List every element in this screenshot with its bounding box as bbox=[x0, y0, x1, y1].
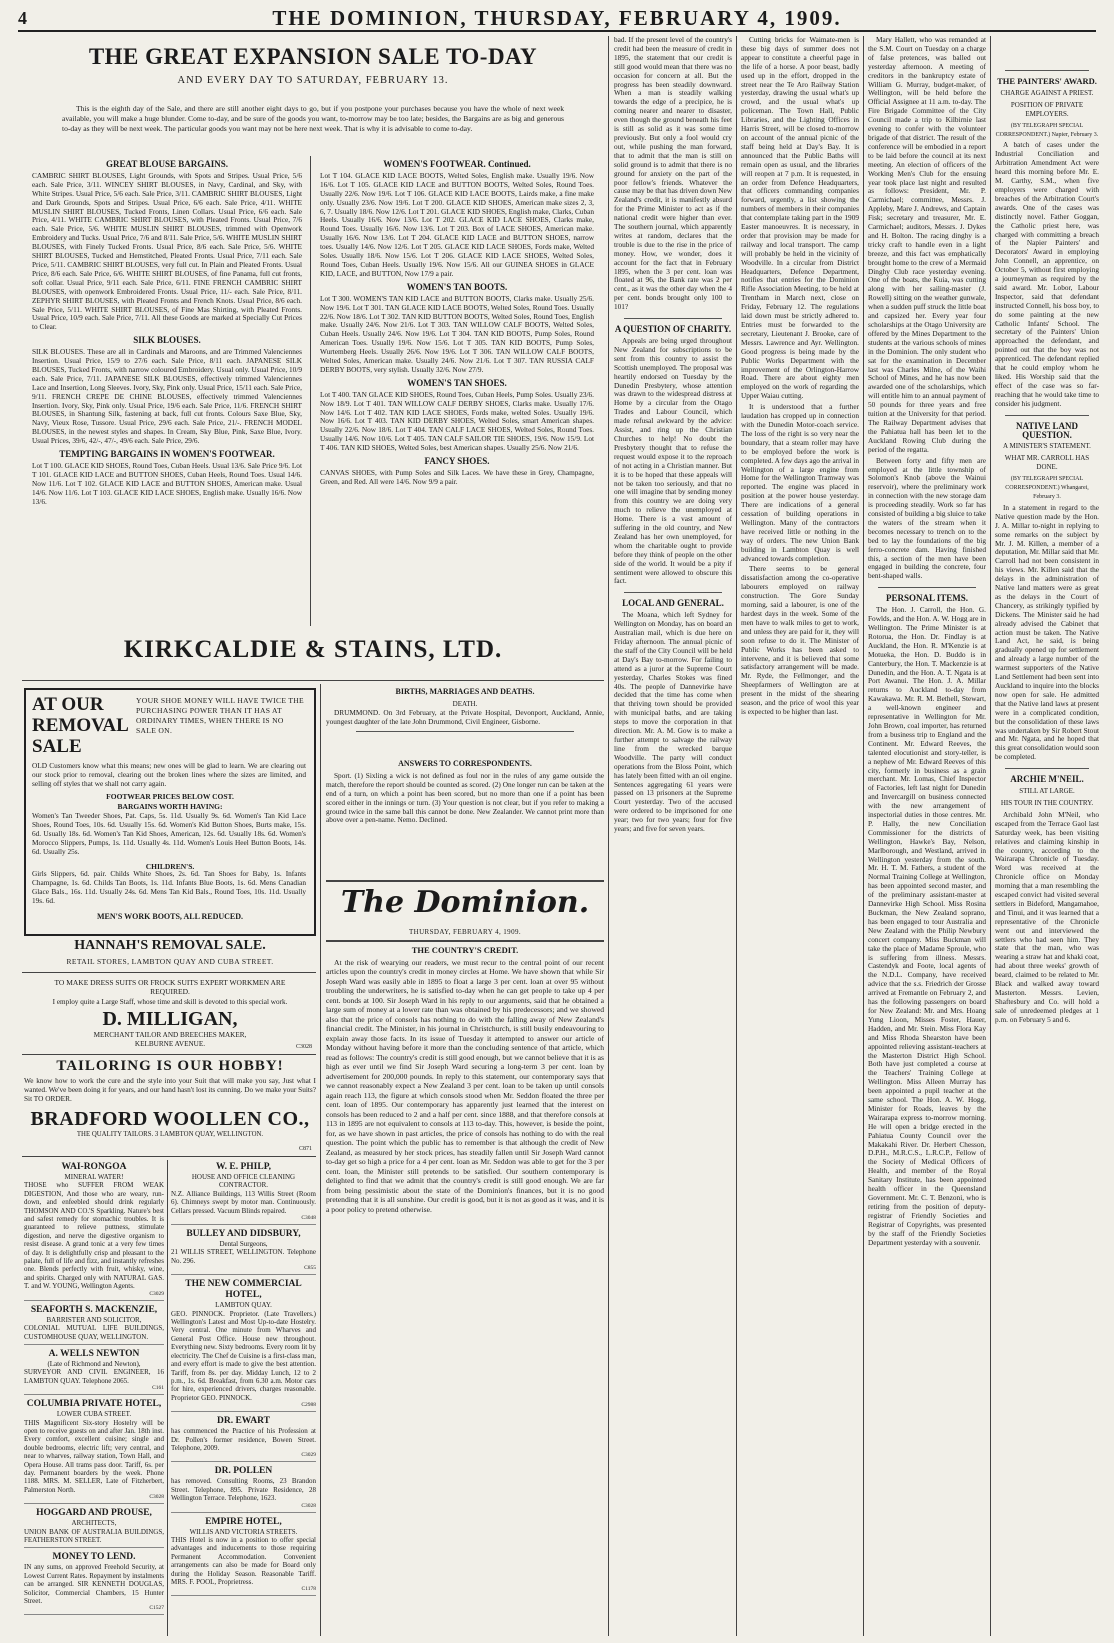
nameplate-title: The Dominion. bbox=[340, 885, 590, 920]
right-ad-code: C3028 bbox=[301, 1502, 316, 1509]
left-ad-code: C1527 bbox=[149, 1605, 164, 1612]
editorial-text: At the risk of wearying our readers, we must recur to the central point of our recent articles upon the country's credit in money circles at Home. We have shown that while Sir Joseph Ward was easily able in 1895 to float a large 3 per cent. loan at over 95 without troubling the underwriters, he is satisfied to-day when he can get people to take up 4 per cent. bonds at 100. Sir Joseph Ward in his reply to our arguments, said that he obtained a large sum of money at a lower rate than was obtained by his predecessors; and we showed also that the price of consols has nothing to do with the falling away of New Zealand's financial credit. The Minister, in his journal in Christchurch, is still busily endeavouring to explain away those facts. In its issue of Tuesday it attempted to answer our article of Monday without having before it more than the concluding sentence of that article, which read as follows: The country's credit is still good enough, but we cannot believe that it is as high as ever until we find Sir Joseph Ward securing a long-term 3 per cent. loan by advertisement for 200,000 pounds. In reply to this statement, our contemporary says that we cannot reasonably expect a New Zealand 3 per cent. loan to be taken up until consols again reach 113, the figure at which consols stood when Mr. Seddon floated the three per cent. loan of 1895. Our contemporary has apparently just learned that the interest on consols has been reduced to 2 and a half per cent. since 1888, and that therefore consols at 113 in 1895 are not equivalent to consols at 113 to-day. This, however, is beside the point, for, as we have shown in past articles, the price of consols has nothing to do with the real question. The point which the public has to remember is that although the credit of New Zealand, as measured by her stock prices, has steadily fallen until Sir Joseph Ward cannot to-day get so high a price for a 4 per cent. loan as Mr. Seddon was able to get for the 3 per cent. loan, the Minister still pretends to be satisfied. Our southern contemporary is delighted to find that we admit that the country's credit is still good enough. We are far from being pessimistic about the state of the Dominion's finances, but it is no good pretending that it is all sunshine. Our credit is good, but it is not as good as it was, and it is a poor policy to pretend otherwise. bbox=[326, 957, 604, 1214]
sale-headline: THE GREAT EXPANSION SALE TO-DAY bbox=[88, 44, 538, 69]
left-ad bbox=[24, 1550, 164, 1615]
sale-heading-silk: SILK BLOUSES. bbox=[133, 335, 201, 346]
right-ad-sub: HOUSE AND OFFICE CLEANING CONTRACTOR. bbox=[191, 1173, 296, 1190]
left-ad-name: MONEY TO LEND. bbox=[52, 1552, 136, 1563]
col7-separator-1 bbox=[1005, 415, 1089, 416]
right-ad-code: C1178 bbox=[301, 1586, 316, 1593]
col4-heading-charity: A QUESTION OF CHARITY. bbox=[614, 324, 732, 335]
col6-separator bbox=[878, 587, 976, 588]
col7-sub-employers: POSITION OF PRIVATE EMPLOYERS. bbox=[1010, 100, 1084, 118]
sale-heading-footwear-cont: WOMEN'S FOOTWEAR. Continued. bbox=[383, 159, 531, 169]
right-ad-name: EMPIRE HOTEL, bbox=[205, 1516, 282, 1527]
left-ad-text: IN any sums, on approved Freehold Security, at Lowest Current Rates. Repayment by instalments can be arranged. SIR KENNETH DOUGLAS, Solicitor, Commercial Chambers, 15 Hunter Street. bbox=[24, 1563, 164, 1606]
milligan-code: C3028 bbox=[295, 1044, 312, 1050]
left-ad-text: THIS Magnificent Six-story Hostelry will be open to receive guests on and after Jan. 18th inst. Every comfort, excellent cuisine; single and double bedrooms, electric lift; very central, and near to wharves, railway station, Town Hall, and Opera House. All trams pass door. Tariff, 6s. per day. Permanent boarders by the week. Phone 1188. MRS. M. SELLER, Late of Fitzherbert, Palmerston North. bbox=[24, 1418, 164, 1494]
sale-columns bbox=[22, 156, 604, 636]
answers-heading: ANSWERS TO CORRESPONDENTS. bbox=[398, 760, 532, 768]
answers-section bbox=[326, 760, 604, 876]
left-ad-name: HOGGARD AND PROUSE, bbox=[36, 1508, 152, 1519]
col6-text3: The Hon. J. Carroll, the Hon. G. Fowlds, and the Hon. A. W. Hogg are in Wellington. The Prime Minister is at Rotorua, the Hon. Dr. Findlay is at Auckland, the Hon. R. M'Kenzie is at Motueka, the Hon. D. Buddo is in Canterbury, the Hon. T. Mackenzie is at Dunedin, and the Hon. A. T. Ngata is at Port Awanui. The Hon. J. A. Millar returns to Auckland to-day from Kawakawa. Mr. R. M. Bethell, Stewart, a well-known engineer and representative in Wellington for Mr. John Brown, coal importer, has returned from a business trip to England and the Continent. Mr. Edward Reeves, the talented elocutionist and story-teller, is a nephew of Mr. Edward Reeves of this city, formerly in business as a grain merchant. Mr. Lomas, Chief Inspector of Factories, left last night for Dunedin and Invercargill on business connected with the new arrangement of inspectorial duties in those centres. Mr. P. Hally, the new Conciliation Commissioner for the districts of Wellington, Hawke's Bay, Nelson, Marlborough, and Westland, arrived in Wellington yesterday from the south. Mr. H. T. M. Fathers, a student of the Normal Training College at Wellington, has been appointed second master, and of the preliminary assistant-master at Dannevirke High School. Miss Rosina Buckman, the New Zealand soprano, has been engaged to tour Australia and New Zealand with the Philip Newbury concert company. Miss Buckman will take the place of Madame Sproule, who is suffering from illness. Messrs. Castendyk and Foote, local agents of the N.D.L. Company, have received advice that the s.s. Friedrich der Grosse arrived at Fremantle on February 2, and has the following passengers on board for New Zealand: Mr. and Mrs. Hoang Yung Lioon, Misses Foster, Hauer, Hadden, and Mr. Stein. Miss Flora Kay and Miss Rhoda Shearston have been appointed relieving assistant-teachers at the Masterton District High School. Both have just completed a course at the Teachers' Training College at Wellington. Miss Alleen Murray has been appointed a pupil teacher at the same school. The Hon. A. W. Hogg, Minister for Roads, leaves by the Wairarapa express to-morrow morning. He will open a bridge erected in the Pahiatua County Council over the Makakahi River. Dr. Herbert Chesson, D.P.H., M.R.C.S., L.R.C.P., Fellow of the Society of Medical Officers of Health, and member of the Royal Sanitary Institute, has been appointed health officer in the Queensland Government. Mr. C. T. Benzoni, who is retiring from the position of deputy-registrar of Friendly Societies and Registrar of Copyrights, was presented by the staff of the Friendly Societies Department yesterday with a souvenir. bbox=[868, 605, 986, 1247]
masthead bbox=[18, 6, 1096, 32]
left-ad-sub: MINERAL WATER! bbox=[64, 1173, 124, 1181]
left-ad-code: C161 bbox=[152, 1385, 164, 1392]
sale-text-footwear: Lot T 100. GLACE KID SHOES, Round Toes, Cuban Heels. Usual 13/6. Sale Price 9/6. Lot T 101. GLACE KID LACE and BUTTON SHOES, Cuban Heels, Round Toes. Usual 14/6. Now 11/6. Lot T 102. GLACE KID LACE and BUTTON SHOES, American make. Usual 14/6. Now 11/6. Lot T 103. GLACE KID LACE SHOES, English make. Usually 16/6. Now 13/6. bbox=[32, 461, 302, 506]
bradford-code: C871 bbox=[298, 1146, 312, 1152]
col7-sub-large: STILL AT LARGE. bbox=[1019, 787, 1075, 796]
left-ad bbox=[24, 1347, 164, 1395]
sale-heading-footwear: TEMPTING BARGAINS IN WOMEN'S FOOTWEAR. bbox=[59, 449, 275, 460]
removal-sale-list: Women's Tan Tweeder Shoes, Pat. Caps, 5s. 11d. Usually 9s. 6d. Women's Tan Kid Lace Shoes, Round Toes, 10s. 6d. Usually 15s. 6d. Women's Kid Button Shoes, Burts make, 15s. 6d. Usually 18s. 6d. Women's Tan Kid Shoes, American, 12s. 6d. Usually 18s. 6d. Women's Morocco Slippers, Pumps, 1s. 11d. Usually 4s. 11d. Women's Louis Heel Button Boots, 14s. 6d. Usually 25s. bbox=[32, 812, 306, 856]
right-ad bbox=[171, 1515, 316, 1597]
removal-bottom-rule bbox=[22, 972, 316, 973]
col5-text2: It is understood that a further laudation has cropped up in connection with the Dunedin Motor-coach service. The loss of the right is so very near the boundary, that a steam roller may have to be employed before the work is completed. A few days ago the arrival in Wellington of a large engine from Home for the Wellington Tramway was reported. The engine was placed in position at the power house yesterday. There are indications of a general cessation of building operations in Wellington. Many of the contractors have received little or nothing in the way of orders. The new Union Bank building in Lambton Quay is well advanced towards completion. bbox=[741, 402, 859, 563]
column-divider-d bbox=[863, 36, 864, 1636]
column-4 bbox=[614, 36, 732, 1636]
removal-sale-title: AT OUR REMOVAL SALE bbox=[32, 694, 128, 757]
removal-sale-firm: HANNAH'S REMOVAL SALE. bbox=[74, 938, 266, 953]
right-ad-name: DR. EWART bbox=[217, 1416, 270, 1427]
bradford-headline: TAILORING IS OUR HOBBY! bbox=[56, 1058, 284, 1074]
editorial-section bbox=[326, 946, 604, 1636]
nameplate-top-rule bbox=[326, 880, 604, 882]
removal-sale-right-text: YOUR SHOE MONEY WILL HAVE TWICE THE PURCHASING POWER THAN IT HAS AT ORDINARY TIMES, WHEN THERE IS NO SALE ON. bbox=[136, 696, 304, 735]
col4-text1: bad. If the present level of the country's credit had been the measure of credit in 1895, the statement that our credit is still good would mean that there was no occasion for concern at all. But the progress has been steadily downward. When a man is steadily walking towards the edge of a precipice, he is coming nearer and nearer to disaster, even though the ground beneath his feet is still as solid as it was some time previously. But only a fool would cry out, while pushing the man forward, that to admit that the man is still on solid ground is to admit that there is no ground for anxiety on the part of the poor fellow's friends. Whatever the cause may be that has driven down New Zealand's credit, it is manifestly absurd for the Prime Minister to act as if the national credit were higher than ever. The southern journal, which apparently writes at random, declares that the trouble is due to the rise in the price of money. How, we wonder, does it account for the fact that in February 1895, when the 3 per cent. loan was floated at 96, the Bank rate was 2 per cent., as it was the other day when the 4 per cent. bonds brought only 100 to 101? bbox=[614, 36, 732, 312]
left-ad-sub: ARCHITECTS, bbox=[71, 1519, 117, 1528]
sale-firm-name: KIRKCALDIE & STAINS, LTD. bbox=[123, 636, 503, 663]
right-ad-sub: LAMBTON QUAY. bbox=[215, 1301, 272, 1310]
left-ad-name: COLUMBIA PRIVATE HOTEL, bbox=[26, 1399, 162, 1410]
sale-text-tan-shoes: Lot T 400. TAN GLACE KID SHOES, Round Toes, Cuban Heels, Pump Soles. Usually 23/6. Now 18/9. Lot T 401. TAN WILLOW CALF DERBY SHOES, Clarks make. Usually 17/6. Now 14/6. Lot T 402. TAN KID LACE SHOES, Fords make, welted Soles. Usually 19/6. Now 16/6. Lot T 403. TAN KID DERBY SHOES, Welted Soles, smart American shapes. Usually 22/6. Now 18/6. Lot T 404. TAN CALF LACE SHOES, Welted Soles, Round Toes. Usually 14/6. Now 10/6. Lot T 405. TAN CALF SAILOR TIE SHOES, 19/6. Now 15/9. Lot T 406. TAN KID SHOES, Welted Soles, best American shapes. Usually 25/6. Now 21/6. bbox=[320, 389, 594, 453]
col5-text1: Cutting bricks for Waimate-men is these big days of summer does not appear to constitute a cheerful page in the life of a horse. A poor beast, badly used up in the effort, dropped in the street near the Te Aro Railway Station yesterday, drawing the usual what's up crowd, and the usual what's up policeman. The Town Hall, Public Libraries, and the Lighting Offices in Harris Street, will be closed to-morrow on account of the annual picnic of the staff being held at Day's Bay. It is announced that the Public Baths will remain open as usual, and the libraries will reopen at 7 p.m. It is requested, in an order from Defence Headquarters, that officers commanding companies forward, urgently, a list showing the numbers of members in their companies that contemplate taking part in the 1909 Easter manoeuvres. It is necessary, in order that provision may be made for railway and local transport. The camp will probably be held in the vicinity of Woodville. In a circular from District Headquarters, Defence Department, notifies that entries for the Dominion Rifle Association Meeting, to be held at Trentham in March next, close on Friday, February 12. The regulations laid down must be strictly adhered to. Entries must be forwarded to the secretary, Lieutenant J. Brooke, care of Messrs. Lawrence and Ayr. Wellington. Good progress is being made by the Public Works Department with the improvement of the Orlington-Harrow Road. There are about eighty men employed on the work of regarding the Upper Waiau cutting. bbox=[741, 36, 859, 401]
left-ad-sub: BARRISTER AND SOLICITOR, bbox=[46, 1315, 142, 1324]
column-divider-c bbox=[736, 36, 737, 1636]
bradford-ad bbox=[24, 1058, 316, 1152]
col7-heading-painters: THE PAINTERS' AWARD. bbox=[997, 76, 1097, 86]
bradford-bottom-rule bbox=[22, 1156, 316, 1157]
col7-sub-minister: A MINISTER'S STATEMENT. bbox=[1003, 442, 1091, 451]
col7-sub-carroll: WHAT MR. CARROLL HAS DONE. bbox=[1004, 454, 1090, 472]
removal-sale-footer: MEN'S WORK BOOTS, ALL REDUCED. bbox=[96, 912, 244, 921]
column-divider-e bbox=[990, 36, 991, 1636]
col4-separator-2 bbox=[624, 592, 722, 593]
sale-heading-tan-boots: WOMEN'S TAN BOOTS. bbox=[406, 281, 508, 292]
sale-heading-tan-shoes: WOMEN'S TAN SHOES. bbox=[407, 377, 507, 388]
col7-wire-whangarei: (BY TELEGRAPH SPECIAL CORRESPONDENT.) Whangarei, February 3. bbox=[1005, 476, 1089, 500]
col5-text3: There seems to be general dissatisfaction among the co-operative labourers employed on railway construction. The Gore Sunday morning, said a labourer, is one of the hardest days in the week. Some of the men have to walk miles to get to work, and unless they are paid for it, they will soon refuse to do it. The Minister of Public Works has been asked to intervene, and it is believed that some satisfactory arrangement will be made. Mr. Ryde, the Fellmonger, and the Sheepfarmers of Wellington are at present in the midst of the shearing season, and the price of wool this year is expected to be higher than last. bbox=[741, 564, 859, 716]
sale-column-right bbox=[320, 156, 594, 636]
left-ad-sub: (Late of Richmond and Newton), bbox=[47, 1359, 141, 1368]
left-ad-text: THOSE who SUFFER FROM WEAK DIGESTION, And those who are weary, run-down, and enfeebled should drink regularly THOMSON AND CO.'S Sparkling. Nature's best and safest remedy for stomachic troubles. It is guaranteed to relieve puttness, stimulate digestion, and nerve the digestive organism to resist disease. A grand tonic at a very few times of day. It is delightfully crisp and pleasant to the palate, full of life and fizz, and instantly refreshes one. Blends perfectly with fruit, whisky, wine, and spirits. Charged only with NATURAL GAS. T. and W. YOUNG, Wellington Agents. bbox=[24, 1181, 164, 1291]
col7-text3: Archibald John M'Neil, who escaped from the Terrace Gaol last Saturday week, has been visiting relatives and claiming kinship in the country, according to the Wairarapa Chronicle of Tuesday. Word was received at the Chronicle office on Monday morning that a man resembling the escaped convict had visited several settlers in Bideford, Mangamahoe, and Tinui, and it was learned that a representative of the Chronicle went out and interviewed the settlers who had seen him. They state that the man, who was wearing a straw hat and khaki coat, had about three weeks' growth of beard, claimed to be related to Mr. Black and walked away toward Masterton. Messrs. Levien, Shaftesbury and Co. will hold a sale of unredeemed pledges at 1 p.m. on February 5 and 6. bbox=[995, 809, 1099, 1024]
editorial-heading: THE COUNTRY'S CREDIT. bbox=[411, 946, 519, 955]
left-ad-code: C3028 bbox=[149, 1494, 164, 1501]
small-ads-left-column bbox=[24, 1160, 164, 1638]
left-ad bbox=[24, 1160, 164, 1301]
col7-top-separator bbox=[1005, 70, 1089, 71]
milligan-name: D. MILLIGAN, bbox=[102, 1008, 238, 1030]
nameplate-date: THURSDAY, FEBRUARY 4, 1909. bbox=[408, 928, 522, 936]
col7-heading-native-land: NATIVE LAND QUESTION. bbox=[1015, 420, 1079, 440]
bmd-death-heading: DEATH. bbox=[452, 699, 478, 708]
right-ad bbox=[171, 1227, 316, 1275]
sale-subhead: AND EVERY DAY TO SATURDAY, FEBRUARY 13. bbox=[177, 75, 449, 86]
right-ad-code: C3048 bbox=[301, 1215, 316, 1222]
sale-column-divider bbox=[310, 156, 311, 626]
col7-separator-2 bbox=[1005, 768, 1089, 769]
sale-column-left bbox=[32, 156, 302, 636]
sale-heading-fancy: FANCY SHOES. bbox=[424, 456, 490, 467]
right-ad-text: has commenced the Practice of his Profession at Dr. Pollen's former residence, Bowen Street. Telephone, 2009. bbox=[171, 1427, 316, 1452]
right-ad-text: THIS Hotel is now in a position to offer special advantages and inducements to those requiring Permanent Accommodation. Convenient arrangements can also be made for Board only during the Holiday Season. Reasonable Tariff. MRS. F. POOL, Proprietress. bbox=[171, 1535, 316, 1586]
col7-text2: In a statement in regard to the Native question made by the Hon. J. A. Millar to-night in replying to some remarks on the subject by Mr. J. M. Killen, a member of a deputation, Mr. Millar said that Mr. Carroll had not been consistent in his views. Mr. Killen said that the delays in the administration of Native land matters were as great as the delays in the Court of Chancery, as strikingly typified by Dickens. The Minister said he had already advised the Cabinet that action must be taken. The Native Land Act, he said, is being gradually opened up for settlement and already a large number of the warmest supporters of the Native Land Settlement had been sent into Auckland to inquire into the blocks now open for sale. He admitted that the Native land laws at present were in a complicated condition, but the consolidation of these laws was undertaken by Sir Robert Stout and Mr. Ngata, and he hoped that this great consolidation would soon be completed. bbox=[995, 502, 1099, 762]
left-ad-name: A. WELLS NEWTON bbox=[48, 1348, 140, 1359]
right-ad bbox=[171, 1277, 316, 1412]
col4-separator-1 bbox=[624, 318, 722, 319]
left-ad-name: SEAFORTH S. MACKENZIE, bbox=[30, 1304, 158, 1315]
small-ads-divider bbox=[167, 1160, 168, 1636]
left-ad-text: COLONIAL MUTUAL LIFE BUILDINGS, CUSTOMHOUSE QUAY, WELLINGTON. bbox=[24, 1324, 164, 1341]
right-ad-name: THE NEW COMMERCIAL HOTEL, bbox=[185, 1279, 302, 1301]
sale-text-tan-boots: Lot T 300. WOMEN'S TAN KID LACE and BUTTON BOOTS, Clarks make. Usually 25/6. Now 19/6. Lot T 301. TAN GLACE KID LACE BOOTS, Welted Soles, Round Toes. Usually 22/6. Now 18/6. Lot T 302. TAN KID BUTTON BOOTS, Welted Soles, Round Toes, English make. Usually 24/6. Now 21/6. Lot T 303. TAN WILLOW CALF BOOTS, Welted Soles, Cuban Heels. Usually 24/6. Now 19/6. Lot T 304. TAN KID BOOTS, Pump Soles, Round American Toes. Usually 19/6. Now 15/6. Lot T 305. TAN KID BOOTS, Pump Soles, Wurtemberg Heels. Usually 26/6. Now 19/6. Lot T 306. TAN WILLOW CALF BOOTS, Welted Soles, American make. Usually 24/6. Now 21/6. Lot T 307. TAN RUSSIA CALF DERBY BOOTS, very stylish. Usually 32/6. Now 27/9. bbox=[320, 293, 594, 374]
bmd-text: DRUMMOND. On 3rd February, at the Private Hospital, Devonport, Auckland, Annie, youngest daughter of the late John Drummond, Civil Engineer, Gisborne. bbox=[326, 707, 604, 726]
sale-text-footwear-cont: Lot T 104. GLACE KID LACE BOOTS, Welted Soles, English make. Usually 19/6. Now 16/6. Lot T 105. GLACE KID LACE and BUTTON BOOTS, Welted Soles, Round Toes. Usually 22/6. Now 19/6. Lot T 106. GLACE KID LACE BOOTS, Lairds make, a fine make only. Usually 23/6. Now 19/6. Lot T 200. GLACE KID SHOES, American make sizes 2, 3, 6, 7. Usually 18/6. Now 12/6. Lot T 201. GLACE KID SHOES, English make, Clarks, Cuban Heels. Usually 16/6. Now 13/6. Lot T 202. GLACE KID LACE SHOES, Clarks make, Round Toes. Usually 16/6. Now 13/6. Lot T 203. Box of LACE SHOES, American make. Usually 16/6. Now 13/6. Lot T 204. GLACE KID LACE and BUTTON SHOES, narrow toes. Usually 14/6. Now 12/6. Lot T 205. GLACE KID LACE SHOES, Fords make, Welted Soles. Usually 18/6. Now 15/6. Lot T 206. GLACE KID LACE SHOES, Welted Soles, Round Toes, Cuban Heels. Usually 19/6. Now 15/6. All our GUINEA SHOES in GLACE KID, LACE, and BUTTON, Now 17/9 a pair. bbox=[320, 170, 594, 278]
col7-sub-tour: HIS TOUR IN THE COUNTRY. bbox=[1000, 798, 1094, 807]
bmd-separator bbox=[356, 731, 574, 732]
removal-sale-children-head: CHILDREN'S. bbox=[145, 862, 195, 871]
right-ad-code: C855 bbox=[304, 1265, 316, 1272]
sale-text-blouse: CAMBRIC SHIRT BLOUSES, Light Grounds, with Spots and Stripes. Usual Price, 5/6 each. Sale Price, 3/11. WINCEY SHIRT BLOUSES, in Navy, Cardinal, and Sky, with White Stripes. Usual Price, 5/6 each. Sale Price, 3/11. CAMBRIC SHIRT BLOUSES, Light and Dark Grounds, Spots and Stripes. Usual Price, 6/6 each. Sale Price, 4/11. WHITE MUSLIN SHIRT BLOUSES, Tucked Fronts, Linen Collars. Usual Price, 6/6 each. Sale Price, 4/11. WHITE CAMBRIC SHIRT BLOUSES, with Pleated Fronts. Usual Price, 7/6 each. Sale Price, 5/6. WHITE MUSLIN SHIRT BLOUSES, trimmed with Openwork Embroidery and Tucks. Usual Price, 7/6 and 8/11. Sale Price, 5/6. WHITE MUSLIN SHIRT BLOUSES, with Finely Tucked Fronts. Usual Price, 8/6 each. Sale Price, 5/6. WHITE SHIRT BLOUSES, Tucked and Hemstitched, Pleated Fronts. Usual Price, 7/11 each. Sale Price, 5/11. CAMBRIC SHIRT BLOUSES, very full cut. In Plain and Pleated Fronts. Usual Price, 8/6 each. Sale Price, 6/6. WHITE SHIRT BLOUSES, of fine Panama, full cut fronts, soft collar. Usual Price, 9/11 each. Sale Price, 6/11. FINE FRENCH CAMBRIC SHIRT BLOUSES, with openwork Embroidered Fronts. Usual Price, 11/- each. Sale Price, 8/11. ZEPHYR SHIRT BLOUSES, with Pleated Fronts and French Knots. Usual Price, 8/6 each. Sale Price, 5/11. WHITE SHIRT BLOUSES, of Fine Mas Shirting, with Pleated Fronts. Usual Price, 10/9 each. Sale Price, 7/11. All these Goods are marked at Specially Cut Prices to Clear. bbox=[32, 170, 302, 332]
left-ad-code: C3029 bbox=[149, 1290, 164, 1297]
sale-advertisement bbox=[22, 36, 604, 676]
removal-sale-body: OLD Customers know what this means; new ones will be glad to learn. We are clearing out our stock prior to removal, clearing out the broken lines where the sizes are limited, and selling off styles that we shall not carry again. bbox=[32, 761, 306, 788]
col7-sub-priest: CHARGE AGAINST A PRIEST. bbox=[1000, 88, 1094, 97]
removal-sale-firm-sub: RETAIL STORES, LAMBTON QUAY AND CUBA STREET. bbox=[66, 957, 274, 966]
removal-sale-ad bbox=[24, 688, 316, 936]
answers-text: Sport. (1) Sixling a wick is not defined as foul nor in the rules of any game outside the match, therefore the report should be counted as scored. (2) One longer run can be taken at the end of a turn, on which a point has been scored, but no more than one if a point has been scored either in the innings or turn. (3) Your question is not clear, but if you refer to making a ground twice in the same ball this cannot be done. New Zealander. We cannot print more than above over a pen-name. Nemo. Declined. bbox=[326, 770, 604, 825]
column-7 bbox=[995, 36, 1099, 1636]
right-ad-text: 21 WILLIS STREET, WELLINGTON. Telephone No. 296. bbox=[171, 1248, 316, 1265]
right-ad-name: BULLEY AND DIDSBURY, bbox=[186, 1229, 301, 1240]
milligan-sub: MERCHANT TAILOR AND BREECHES MAKER, KELBURNE AVENUE. bbox=[93, 1031, 247, 1048]
milligan-ad bbox=[24, 978, 316, 1052]
milligan-bottom-rule bbox=[22, 1054, 316, 1055]
bradford-name: BRADFORD WOOLLEN CO., bbox=[30, 1107, 310, 1130]
sale-bottom-rule bbox=[22, 680, 604, 681]
right-ad-sub: Dental Surgeons, bbox=[219, 1240, 268, 1249]
column-5 bbox=[741, 36, 859, 1636]
right-ad-text: N.Z. Alliance Buildings, 113 Willis Street (Room 6). Chimneys swept by motor man. Continuously. Cellars pressed. Vacuum Blinds repaired. bbox=[171, 1189, 316, 1215]
col6-text1: Mary Hallett, who was remanded at the S.M. Court on Tuesday on a charge of false pretences, was balled out yesterday afternoon. A meeting of creditors in the bankruptcy estate of William G. Murray, budget-maker, of Wellington, will be held before the Official Assignee at 11 a.m. to-day. The Fire Brigade Committee of the City Council made a trip to Kilbirnie last evening to confer with the volunteer brigade of that district. The result of the conference will be embodied in a report to be laid before the council at its next meeting. An election of officers of the Working Men's Club for the ensuing year took place last night and resulted as follows: President, Mr. P. Carmichael; committee, Messrs. J. Appleby, Mare J. Andrews, and Captain Fisk; secretary and treasurer, Mr. E. Carmichael; auditors, Messrs. J. Dykes and H. Bolton. The racing dinghy is a tricky craft to handle even in a light breeze, and this fact was emphatically brought home to the crew of a Mermaid Dinghy Club race yesterday evening. One of the boats, the Kuia, was cutting along with her sailing-master (J. Rowell) sitting on the weather gunwale, when a sudden puff struck the little boat and capsized her. Every year four scholarships at the Otago University are offered by the Mines Department to the students at the various schools of mines in the Dominion. The only student who sat for the examination in December last was Charles Milne, of the Waihi School of Mines, and he has now been awarded one of the scholarships, which will entitle him to an annual payment of 50 pounds for three years and free tuition at the University for that period. The Railway Department advises that the Pahiatua hall has been let to the Auckland Rowing Club during the period of the regatta. bbox=[868, 36, 986, 454]
right-ad-text: has removed. Consulting Rooms, 23 Brandon Street. Telephone, 895. Private Residence, 28 Wellington Terrace. Telephone, 1623. bbox=[171, 1477, 316, 1503]
nameplate-bottom-rule bbox=[326, 940, 604, 942]
left-ad bbox=[24, 1397, 164, 1504]
left-ad-text: UNION BANK OF AUSTRALIA BUILDINGS, FEATHERSTON STREET. bbox=[24, 1527, 164, 1544]
removal-sale-children-list: Girls Slippers, 6d. pair. Childs White Shoes, 2s. 6d. Tan Shoes for Baby, 1s. Infants Champagne, 1s. 6d. Childs Tan Boots, 1s. 11d. Infants Blue Boots, 1s. 6d. Mens Canadian Glace Bals., 16s. 11d. Usually 24s. 6d. Mens Tan Kid Bals., Round Toes, 10s. 11d. Usually 19s. 6d. bbox=[32, 870, 306, 905]
column-6 bbox=[868, 36, 986, 1636]
right-ad bbox=[171, 1464, 316, 1512]
bmd-heading: BIRTHS, MARRIAGES AND DEATHS. bbox=[395, 688, 535, 696]
left-ad bbox=[24, 1303, 164, 1345]
col4-text3: The Moana, which left Sydney for Wellington on Monday, has on board an Australian mail, which is due here on Friday afternoon. The annual picnic of the staff of the City Council will be held at Day's Bay to-morrow. For failing to attend as a juror at the Supreme Court yesterday, Charles Stokes was fined 40s. The people of Dannevirke have decided that the time has come when that thriving town should be provided with municipal baths, and are taking steps to move the corporation in that direction. Mr. A. M. Gow is to make a further attempt to salvage the railway line from the wrecked barque Woodville. The party will conduct operations from the Bloss Point, which has lately been fitted with an oil engine. Sentences aggregating 61 years were passed on 13 prisoners at the Supreme Court yesterday. Two of the accused were ordered to be imprisoned for one year; two for two years; four for five years; and five for seven years. bbox=[614, 610, 732, 834]
col4-heading-local: LOCAL AND GENERAL. bbox=[622, 598, 724, 609]
sale-text-silk: SILK BLOUSES. These are all in Cardinals and Maroons, and are Trimmed Valenciennes Insertion. Usual Price, 15/9 to 27/6 each. Sale Price, 8/11 each. JAPANESE SILK BLOUSES, Tucked Fronts, with narrow coloured Embroidery. Usual only. Usual Price, 10/9 each. Sale Price, 7/11. JAPANESE SILK BLOUSES, effectively trimmed Valenciennes Lace and Insertion, Long Sleeves. Ivory, Sky, Pink only. Usual Price, 15/11 each. Sale Price, 9/11. FRENCH CREPE DE CHINE BLOUSES, effectively trimmed Valenciennes Insertion. Ivory, Sky, Pink only. Usual Price, 19/6 each. Sale Price, 11/6. FRENCH SHIRT BLOUSES, in Shantung Silk, fastening at back, full cut fronts. Colours Saxe Blue, Sky, Navy, Vieux Rose, Tussore. Usual Price, 29/6 each. Sale Price, 21/-. FRENCH MODEL BLOUSES, in the newest styles and shapes. In Cream, Sky Blue, Pink, Saxe Blue, Ivory. Usual Prices, 39/6, 42/-, 47/-, 49/6 each. Sale Price, 29/6. bbox=[32, 347, 302, 446]
right-ad bbox=[171, 1160, 316, 1225]
milligan-line1: TO MAKE DRESS SUITS OR FROCK SUITS EXPERT WORKMEN ARE REQUIRED. bbox=[54, 978, 286, 996]
right-ad-code: C2988 bbox=[301, 1402, 316, 1409]
small-ads-right-column bbox=[171, 1160, 316, 1638]
sale-intro: This is the eighth day of the Sale, and there are still another eight days to go, but if you postpone your purchases because you have the whole of next week available, you will make a huge blunder. Come to-day, and be sure of the goods you want, to-morrow may be too late; besides, the Bargains are as big and generous to-day as they will be next week. The particular goods you want may not be here next week. That is why it is advisable to come to-day. bbox=[62, 104, 564, 133]
left-ad-text: SURVEYOR AND CIVIL ENGINEER, 16 LAMBTON QUAY. Telephone 2065. bbox=[24, 1368, 164, 1385]
left-ad bbox=[24, 1506, 164, 1548]
removal-sale-head1: FOOTWEAR PRICES BELOW COST. bbox=[106, 792, 234, 801]
bmd-section bbox=[326, 688, 604, 758]
removal-sale-head2: BARGAINS WORTH HAVING: bbox=[117, 802, 223, 811]
masthead-title: THE DOMINION, THURSDAY, FEBRUARY 4, 1909. bbox=[272, 6, 842, 30]
col6-heading-personal: PERSONAL ITEMS. bbox=[885, 593, 969, 604]
sale-heading-blouse: GREAT BLOUSE BARGAINS. bbox=[106, 159, 228, 169]
right-ad-name: W. E. PHILP, bbox=[216, 1162, 271, 1172]
right-ad-name: DR. POLLEN bbox=[214, 1466, 273, 1477]
col7-wire-napier: (BY TELEGRAPH SPECIAL CORRESPONDENT.) Napier, February 3. bbox=[995, 122, 1099, 138]
col7-heading-mcneil: ARCHIE M'NEIL. bbox=[1010, 774, 1084, 785]
nameplate bbox=[326, 884, 604, 924]
left-ad-name: WAI-RONGOA bbox=[61, 1162, 127, 1172]
sale-text-fancy: CANVAS SHOES, with Pump Soles and Silk Laces. We have these in Grey, Champagne, Green, and Red. All were 14/6. Now 9/9 a pair. bbox=[320, 468, 594, 486]
left-ad-sub: LOWER CUBA STREET. bbox=[56, 1410, 132, 1419]
col4-text2: Appeals are being urged throughout New Zealand for subscriptions to be sent from this country to assist the Scottish unemployed. The proposal was heartily endorsed on Tuesday by the Dunedin Presbytery, whose attention was drawn to the widespread distress at Home by a circular from the Otago Trades and Labour Council, which made refusal awkward by the advice: Assist, and ring up the Christian Churches to help! No doubt the Presbytery thought that to refuse the request would expose it to the reproach of not acting in a Christian manner. But it is to be hoped that these appeals will not be taken too seriously, and that no one will imagine that by sending money from this country we are doing very much to relieve the unemployed at Home. There is a vast amount of suffering in the old country, and New Zealand has her own unemployed, for whom the charitable ought to provide before they think of people on the other side of the world. It would be a pity if sentiment were allowed to obscure this fact. bbox=[614, 336, 732, 586]
col6-text2: Between forty and fifty men are employed at the little township of Solomon's Knob (above the Wainui reservoir), where the preliminary work in connection with the new storage dam is proceeding steadily. Work so far has consisted of building a big sluice to take the waters of the stream when it becomes necessary to trench on to the bed to lay the foundations of the big ferro-concrete dam. Having finished this, a section of the men have been engaged in building the concrete, four bent-shaped walls. bbox=[868, 455, 986, 581]
col7-text1: A batch of cases under the Industrial Conciliation and Arbitration Amendment Act were heard this morning before Mr. E. M. Carthy, S.M., when five employers were charged with breaches of the Arbitration Court's awards. One of the cases was distinctly novel. Father Goggan, the Catholic priest here, was charged with committing a breach of the Napier Painters' and Decorators' Award in employing John Connell, an apprentice, on October 5, without first employing a journeyman as required by the said award. Mr. Lobor, Labour Inspector, said that defendant instructed Connell, his boss boy, to do some painting at the new Catholic Infants' School. The secretary of the Painters' Union approached the defendant, and pointed out that the boy was not apprenticed. The defendant replied that he could employ whom he liked. His Worship said that the effect of the case was so far-reaching that he would take time to consider his judgment. bbox=[995, 140, 1099, 408]
page-number: 4 bbox=[18, 8, 27, 28]
right-ad-text: GEO. PINNOCK. Proprietor. (Late Travellers.) Wellington's Latest and Most Up-to-date Hostelry. Very central. One minute from Wharves and General Post Office. House new throughout. Everything new. Sixty bedrooms. Every room lit by electricity. The Chef de Cuisine is a first-class man, and every effort is made to give the best attention. Tariff, from 8s. per day. Midday Lunch, 12 to 2 p.m., 1s. 6d. Breakfast, from 6.30 a.m. Motor cars for hire, experienced drivers, charges reasonable. Proprietor GEO. PINNOCK. bbox=[171, 1309, 316, 1402]
right-ad-code: C3029 bbox=[301, 1452, 316, 1459]
right-ad-sub: WILLIS AND VICTORIA STREETS. bbox=[189, 1527, 298, 1536]
bradford-text: We know how to work the cure and the style into your Suit that will make you say, Just what I wanted. We've been doing it for years, and our hand hasn't lost its cunning. Do we make your Suits? Sit TO ORDER. bbox=[24, 1076, 316, 1103]
column-divider-a bbox=[608, 36, 609, 1636]
column-divider-b bbox=[320, 684, 321, 1636]
milligan-line2: I employ quite a Large Staff, whose time and skill is devoted to this special work. bbox=[52, 998, 288, 1006]
right-ad bbox=[171, 1414, 316, 1462]
bradford-sub: THE QUALITY TAILORS. 3 LAMBTON QUAY, WELLINGTON. bbox=[76, 1130, 264, 1138]
